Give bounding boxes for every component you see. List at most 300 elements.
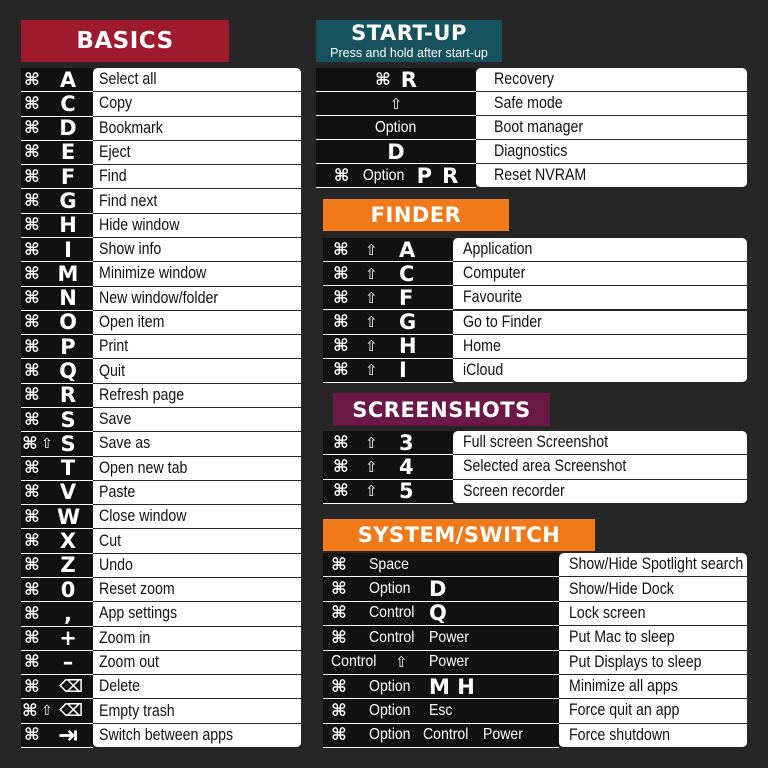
- shortcut-description-text: Boot manager: [494, 118, 584, 136]
- shortcut-keys: [21, 335, 93, 359]
- modifier-key: Control: [369, 604, 415, 622]
- shortcut-description-text: Find next: [99, 191, 158, 210]
- shortcut-keys: [316, 116, 476, 140]
- basics-table: [21, 68, 301, 748]
- shortcut-description: [93, 675, 301, 699]
- shortcut-row: [21, 92, 301, 116]
- shortcut-row: [323, 699, 747, 723]
- shortcut-description-text: Save as: [99, 434, 151, 453]
- shortcut-description: [559, 602, 747, 626]
- shortcut-key: P: [60, 334, 76, 359]
- shortcut-description: [559, 553, 747, 577]
- shortcut-row: [21, 627, 301, 651]
- shortcut-keys: [323, 238, 453, 262]
- shortcut-key: I: [399, 358, 407, 383]
- shortcut-description: [93, 68, 301, 92]
- modifier-key: Option: [369, 580, 411, 598]
- shortcut-description: [93, 359, 301, 383]
- shortcut-description: [93, 554, 301, 578]
- shortcut-description-text: Show/Hide Spotlight search: [569, 555, 744, 574]
- shortcut-key: Q: [59, 359, 77, 384]
- command-key-icon: ⌘: [24, 142, 40, 163]
- shortcut-description-text: Show info: [99, 240, 162, 259]
- command-key-icon: ⌘: [22, 433, 38, 454]
- shortcut-row: [21, 505, 301, 529]
- shortcut-description: [93, 287, 301, 311]
- command-key-icon: ⌘: [24, 191, 40, 212]
- shortcut-description-text: Home: [463, 336, 501, 355]
- modifier-key: Option: [369, 701, 411, 719]
- shortcut-row: [21, 287, 301, 311]
- shortcut-key: G: [399, 310, 417, 335]
- shortcut-description-text: Close window: [99, 507, 187, 526]
- shortcut-key: A: [59, 67, 77, 92]
- command-key-icon: ⌘: [24, 361, 40, 382]
- shortcut-description-text: Cut: [99, 531, 122, 550]
- shortcut-keys: [323, 553, 559, 577]
- command-key-icon: ⌘: [331, 603, 347, 624]
- command-key-icon: ⌘: [331, 725, 347, 746]
- command-key-icon: ⌘: [333, 312, 349, 333]
- shortcut-description: [93, 238, 301, 262]
- command-key-icon: ⌘: [24, 239, 40, 260]
- shortcut-keys: [21, 68, 93, 92]
- shortcut-row: [21, 359, 301, 383]
- shortcut-description: [93, 529, 301, 553]
- shortcut-description-text: Zoom in: [99, 628, 151, 647]
- shortcut-row: [323, 480, 747, 504]
- shortcut-row: [21, 721, 301, 750]
- command-key-icon: ⌘: [24, 506, 40, 527]
- shortcut-keys: [323, 602, 559, 626]
- shortcut-key: ⌫: [59, 676, 84, 697]
- shortcut-key: I: [64, 237, 72, 262]
- shortcut-keys: [21, 529, 93, 553]
- shortcut-description: [93, 141, 301, 165]
- command-key-icon: ⌘: [24, 482, 40, 503]
- shortcut-key: W: [57, 504, 81, 529]
- shortcut-description: [93, 311, 301, 335]
- shortcut-row: [323, 724, 747, 748]
- command-key-icon: ⌘: [333, 456, 349, 477]
- shortcut-key: T: [60, 456, 76, 481]
- shortcut-keys: [323, 675, 559, 699]
- modifier-key: Option: [369, 726, 411, 744]
- shortcut-key: 4: [399, 454, 414, 479]
- shortcut-row: [21, 262, 301, 286]
- shortcut-description-text: iCloud: [463, 360, 504, 379]
- shortcut-description-text: Lock screen: [569, 603, 646, 622]
- shift-key-icon: ⇧: [395, 653, 408, 672]
- shortcut-keys: [323, 651, 559, 675]
- shortcut-description: [476, 140, 747, 164]
- shortcut-description-text: Print: [99, 337, 129, 356]
- command-key-icon: ⌘: [333, 360, 349, 381]
- shortcut-description-text: Select all: [99, 70, 157, 89]
- command-key-icon: ⌘: [24, 93, 40, 114]
- shortcut-keys: [323, 359, 453, 383]
- shortcut-key: F: [399, 285, 414, 310]
- command-key-icon: ⌘: [24, 409, 40, 430]
- shift-key-icon: ⇧: [365, 361, 378, 380]
- shortcut-row: [323, 553, 747, 577]
- shortcut-row: [323, 577, 747, 601]
- modifier-key: Power: [429, 653, 469, 671]
- command-key-icon: ⌘: [331, 700, 347, 721]
- command-key-icon: ⌘: [333, 239, 349, 260]
- shortcut-description-text: Computer: [463, 264, 526, 283]
- modifier-key: Option: [375, 118, 417, 136]
- shortcut-row: [21, 311, 301, 335]
- command-key-icon: ⌘: [331, 627, 347, 648]
- shortcut-keys: [323, 311, 453, 335]
- shortcut-key: D: [59, 116, 77, 141]
- shortcut-description-text: Force shutdown: [569, 725, 670, 744]
- shortcut-description-text: Force quit an app: [569, 701, 680, 720]
- shortcut-description-text: Refresh page: [99, 385, 185, 404]
- shortcut-description: [93, 408, 301, 432]
- shortcut-description-text: Favourite: [463, 288, 523, 307]
- shortcut-description: [453, 262, 747, 286]
- shortcut-row: [21, 117, 301, 141]
- shortcut-key: M H: [429, 674, 475, 699]
- shortcut-description: [559, 626, 747, 650]
- shortcut-description: [93, 432, 301, 456]
- command-key-icon: ⌘: [24, 118, 40, 139]
- command-key-icon: ⌘: [333, 263, 349, 284]
- shift-key-icon: ⇧: [365, 288, 378, 307]
- shortcut-row: [323, 651, 747, 675]
- shortcut-key: +: [59, 626, 77, 651]
- shortcut-row: [323, 238, 747, 262]
- shortcut-key: C: [60, 91, 76, 116]
- shortcut-description: [559, 724, 747, 748]
- shortcut-description: [453, 431, 747, 455]
- shortcut-description-text: App settings: [99, 604, 178, 623]
- shortcut-row: [21, 699, 301, 723]
- shortcut-key: S: [60, 431, 76, 456]
- shortcut-keys: [21, 311, 93, 335]
- shortcut-keys: [323, 262, 453, 286]
- shortcut-description-text: New window/folder: [99, 288, 219, 307]
- shortcut-description-text: Open new tab: [99, 458, 188, 477]
- shortcut-key: –: [62, 650, 74, 675]
- shortcut-row: [323, 455, 747, 479]
- command-key-icon: ⌘: [24, 531, 40, 552]
- shortcut-description: [453, 286, 747, 310]
- shortcut-keys: [21, 602, 93, 626]
- shortcut-row: [21, 529, 301, 553]
- shortcut-keys: [323, 699, 559, 723]
- shortcut-keys: [21, 627, 93, 651]
- command-key-icon: ⌘: [24, 336, 40, 357]
- shortcut-description-text: Quit: [99, 361, 126, 380]
- shortcut-description-text: Find: [99, 167, 127, 186]
- shortcut-description: [559, 577, 747, 601]
- shift-key-icon: ⇧: [41, 703, 53, 720]
- shortcut-row: [323, 311, 747, 335]
- shortcut-row: [21, 675, 301, 699]
- shortcut-keys: [21, 238, 93, 262]
- shortcut-row: [21, 189, 301, 213]
- shift-key-icon: ⇧: [365, 313, 378, 332]
- startup-title: [316, 20, 502, 62]
- shortcut-row: [323, 335, 747, 359]
- startup-heading: START-UP: [351, 20, 467, 45]
- command-key-icon: ⌘: [24, 579, 40, 600]
- command-key-icon: ⌘: [24, 215, 40, 236]
- shift-key-icon: ⇧: [365, 482, 378, 501]
- shortcut-row: [323, 262, 747, 286]
- command-key-icon: ⌘: [24, 555, 40, 576]
- shortcut-keys: [21, 505, 93, 529]
- shortcut-description-text: Bookmark: [99, 118, 163, 137]
- shortcut-key: H: [59, 213, 77, 238]
- shortcut-keys: [21, 699, 93, 723]
- command-key-icon: ⌘: [333, 336, 349, 357]
- shortcut-key: 5: [399, 479, 414, 504]
- shortcut-description-text: Screen recorder: [463, 481, 565, 500]
- startup-subtitle: Press and hold after start-up: [330, 45, 488, 60]
- shortcut-description-text: Minimize window: [99, 264, 207, 283]
- shortcut-row: [323, 626, 747, 650]
- shortcut-description-text: Delete: [99, 677, 141, 696]
- command-key-icon: ⌘: [333, 165, 350, 186]
- shortcut-row: [323, 431, 747, 455]
- shortcut-description: [559, 651, 747, 675]
- shortcut-description: [93, 724, 301, 748]
- modifier-key: Control: [331, 653, 377, 671]
- shortcut-keys: [21, 287, 93, 311]
- shortcut-key: M: [57, 261, 79, 286]
- shortcut-description-text: Go to Finder: [463, 312, 542, 331]
- shortcut-description: [93, 117, 301, 141]
- shortcut-description-text: Paste: [99, 482, 136, 501]
- command-key-icon: ⌘: [333, 287, 349, 308]
- shortcut-key: O: [59, 310, 77, 335]
- shortcut-description: [93, 481, 301, 505]
- shortcut-key: F: [60, 164, 76, 189]
- shortcut-key: 3: [399, 430, 414, 455]
- shortcut-description-text: Put Displays to sleep: [569, 652, 702, 671]
- shortcut-key: D: [387, 139, 405, 164]
- shortcut-keys: [21, 141, 93, 165]
- shortcut-keys: [21, 359, 93, 383]
- startup-table: [316, 68, 747, 188]
- system-switch-table: [323, 553, 747, 748]
- shortcut-keys: [316, 92, 476, 116]
- shortcut-row: [316, 92, 747, 116]
- command-key-icon: ⌘: [331, 579, 347, 600]
- shortcut-description-text: Minimize all apps: [569, 677, 678, 696]
- shortcut-row: [21, 602, 301, 626]
- shortcut-keys: [21, 384, 93, 408]
- shortcut-row: [316, 68, 747, 92]
- shortcut-key: E: [60, 140, 76, 165]
- shortcut-keys: [316, 164, 476, 188]
- command-key-icon: ⌘: [333, 432, 349, 453]
- modifier-key: Esc: [429, 701, 453, 719]
- shortcut-key: H: [399, 334, 417, 359]
- shortcut-row: [323, 286, 747, 310]
- shortcut-keys: [21, 675, 93, 699]
- shortcut-key: G: [59, 189, 77, 214]
- shortcut-row: [21, 335, 301, 359]
- shortcut-description: [93, 457, 301, 481]
- command-key-icon: ⌘: [24, 628, 40, 649]
- shortcut-keys: [21, 554, 93, 578]
- shortcut-description: [476, 92, 747, 116]
- shortcut-description-text: Application: [463, 240, 533, 259]
- shortcut-keys: [323, 335, 453, 359]
- shortcut-description: [93, 214, 301, 238]
- shortcut-row: [21, 481, 301, 505]
- shortcut-description: [93, 602, 301, 626]
- shortcut-key: ⇥: [57, 721, 79, 750]
- shortcut-description: [93, 92, 301, 116]
- screenshots-table: [323, 431, 747, 504]
- shortcut-description-text: Put Mac to sleep: [569, 628, 675, 647]
- command-key-icon: ⌘: [24, 312, 40, 333]
- shortcut-description-text: Diagnostics: [494, 142, 568, 160]
- modifier-key: Option: [362, 166, 404, 184]
- shortcut-keys: [323, 577, 559, 601]
- shortcut-description: [93, 165, 301, 189]
- modifier-key: Power: [429, 628, 469, 646]
- shortcut-row: [21, 651, 301, 675]
- shortcut-key: ⌫: [59, 701, 84, 722]
- shift-key-icon: ⇧: [365, 457, 378, 476]
- shortcut-keys: [21, 117, 93, 141]
- shortcut-keys: [323, 431, 453, 455]
- shortcut-row: [323, 675, 747, 699]
- shortcut-description-text: Empty trash: [99, 701, 175, 720]
- shortcut-keys: [316, 140, 476, 164]
- shortcut-description-text: Switch between apps: [99, 725, 234, 744]
- command-key-icon: ⌘: [24, 288, 40, 309]
- shift-key-icon: ⇧: [365, 264, 378, 283]
- command-key-icon: ⌘: [24, 603, 40, 624]
- shortcut-row: [21, 141, 301, 165]
- shortcut-keys: [21, 481, 93, 505]
- shortcut-description: [453, 455, 747, 479]
- shortcut-description-text: Save: [99, 410, 132, 429]
- shortcut-key: C: [399, 261, 415, 286]
- shortcut-description-text: Show/Hide Dock: [569, 579, 674, 598]
- shortcut-keys: [323, 455, 453, 479]
- shortcut-key: R: [400, 67, 417, 92]
- shortcut-keys: [21, 165, 93, 189]
- shortcut-row: [21, 554, 301, 578]
- shortcut-row: [316, 164, 747, 188]
- basics-title: BASICS: [21, 20, 229, 62]
- shortcut-key: 0: [60, 577, 76, 602]
- shortcut-keys: [21, 189, 93, 213]
- shortcut-description-text: Reset NVRAM: [494, 166, 587, 184]
- shortcut-description: [93, 384, 301, 408]
- command-key-icon: ⌘: [24, 676, 40, 697]
- shortcut-description-text: Full screen Screenshot: [463, 433, 609, 452]
- shortcut-row: [21, 165, 301, 189]
- modifier-key: Control: [369, 628, 415, 646]
- shortcut-description-text: Selected area Screenshot: [463, 457, 627, 476]
- shortcut-keys: [323, 626, 559, 650]
- shortcut-key: R: [442, 163, 459, 188]
- modifier-key: Control: [423, 726, 469, 744]
- command-key-icon: ⌘: [375, 69, 391, 90]
- shortcut-description-text: Zoom out: [99, 652, 159, 671]
- shortcut-row: [316, 140, 747, 164]
- shortcut-key: D: [429, 577, 447, 602]
- shortcut-row: [316, 116, 747, 140]
- shortcut-key: Z: [60, 553, 76, 578]
- shortcut-description: [476, 164, 747, 188]
- shift-key-icon: ⇧: [365, 337, 378, 356]
- shortcut-keys: [21, 721, 93, 750]
- shortcut-description: [453, 238, 747, 262]
- shortcut-row: [21, 214, 301, 238]
- shortcut-keys: [21, 432, 93, 456]
- shortcut-keys: [21, 457, 93, 481]
- shortcut-description: [93, 335, 301, 359]
- command-key-icon: ⌘: [333, 481, 349, 502]
- command-key-icon: ⌘: [331, 554, 347, 575]
- shortcut-description: [93, 699, 301, 723]
- shortcut-key: A: [399, 237, 416, 262]
- shortcut-description: [93, 262, 301, 286]
- command-key-icon: ⌘: [22, 701, 38, 722]
- shortcut-keys: [21, 651, 93, 675]
- shortcut-description: [93, 578, 301, 602]
- shortcut-description-text: Hide window: [99, 215, 180, 234]
- finder-table: [323, 238, 747, 383]
- shift-key-icon: ⇧: [389, 94, 403, 113]
- shortcut-description-text: Copy: [99, 94, 133, 113]
- shortcut-description: [453, 311, 747, 335]
- shortcut-key: Q: [429, 601, 447, 626]
- shortcut-description: [93, 505, 301, 529]
- command-key-icon: ⌘: [24, 385, 40, 406]
- modifier-key: Option: [369, 677, 411, 695]
- shortcut-description: [453, 480, 747, 504]
- command-key-icon: ⌘: [24, 166, 40, 187]
- command-key-icon: ⌘: [24, 652, 40, 673]
- shortcut-keys: [316, 68, 476, 92]
- shortcut-description: [93, 189, 301, 213]
- shortcut-keys: [21, 408, 93, 432]
- shortcut-description-text: Recovery: [494, 70, 554, 88]
- shortcut-keys: [21, 578, 93, 602]
- command-key-icon: ⌘: [24, 263, 40, 284]
- shortcut-keys: [323, 480, 453, 504]
- shortcut-description: [453, 335, 747, 359]
- screenshots-title: SCREENSHOTS: [333, 393, 550, 426]
- shortcut-key: P: [416, 163, 433, 188]
- shortcut-row: [21, 578, 301, 602]
- shortcut-row: [21, 408, 301, 432]
- shortcut-keys: [21, 214, 93, 238]
- command-key-icon: ⌘: [24, 69, 40, 90]
- shortcut-description: [559, 675, 747, 699]
- shortcut-key: N: [59, 286, 77, 311]
- modifier-key: Space: [369, 555, 409, 573]
- shortcut-key: V: [59, 480, 77, 505]
- shortcut-description: [93, 627, 301, 651]
- shortcut-keys: [21, 262, 93, 286]
- shortcut-keys: [323, 724, 559, 748]
- command-key-icon: ⌘: [24, 458, 40, 479]
- shortcut-description-text: Reset zoom: [99, 580, 175, 599]
